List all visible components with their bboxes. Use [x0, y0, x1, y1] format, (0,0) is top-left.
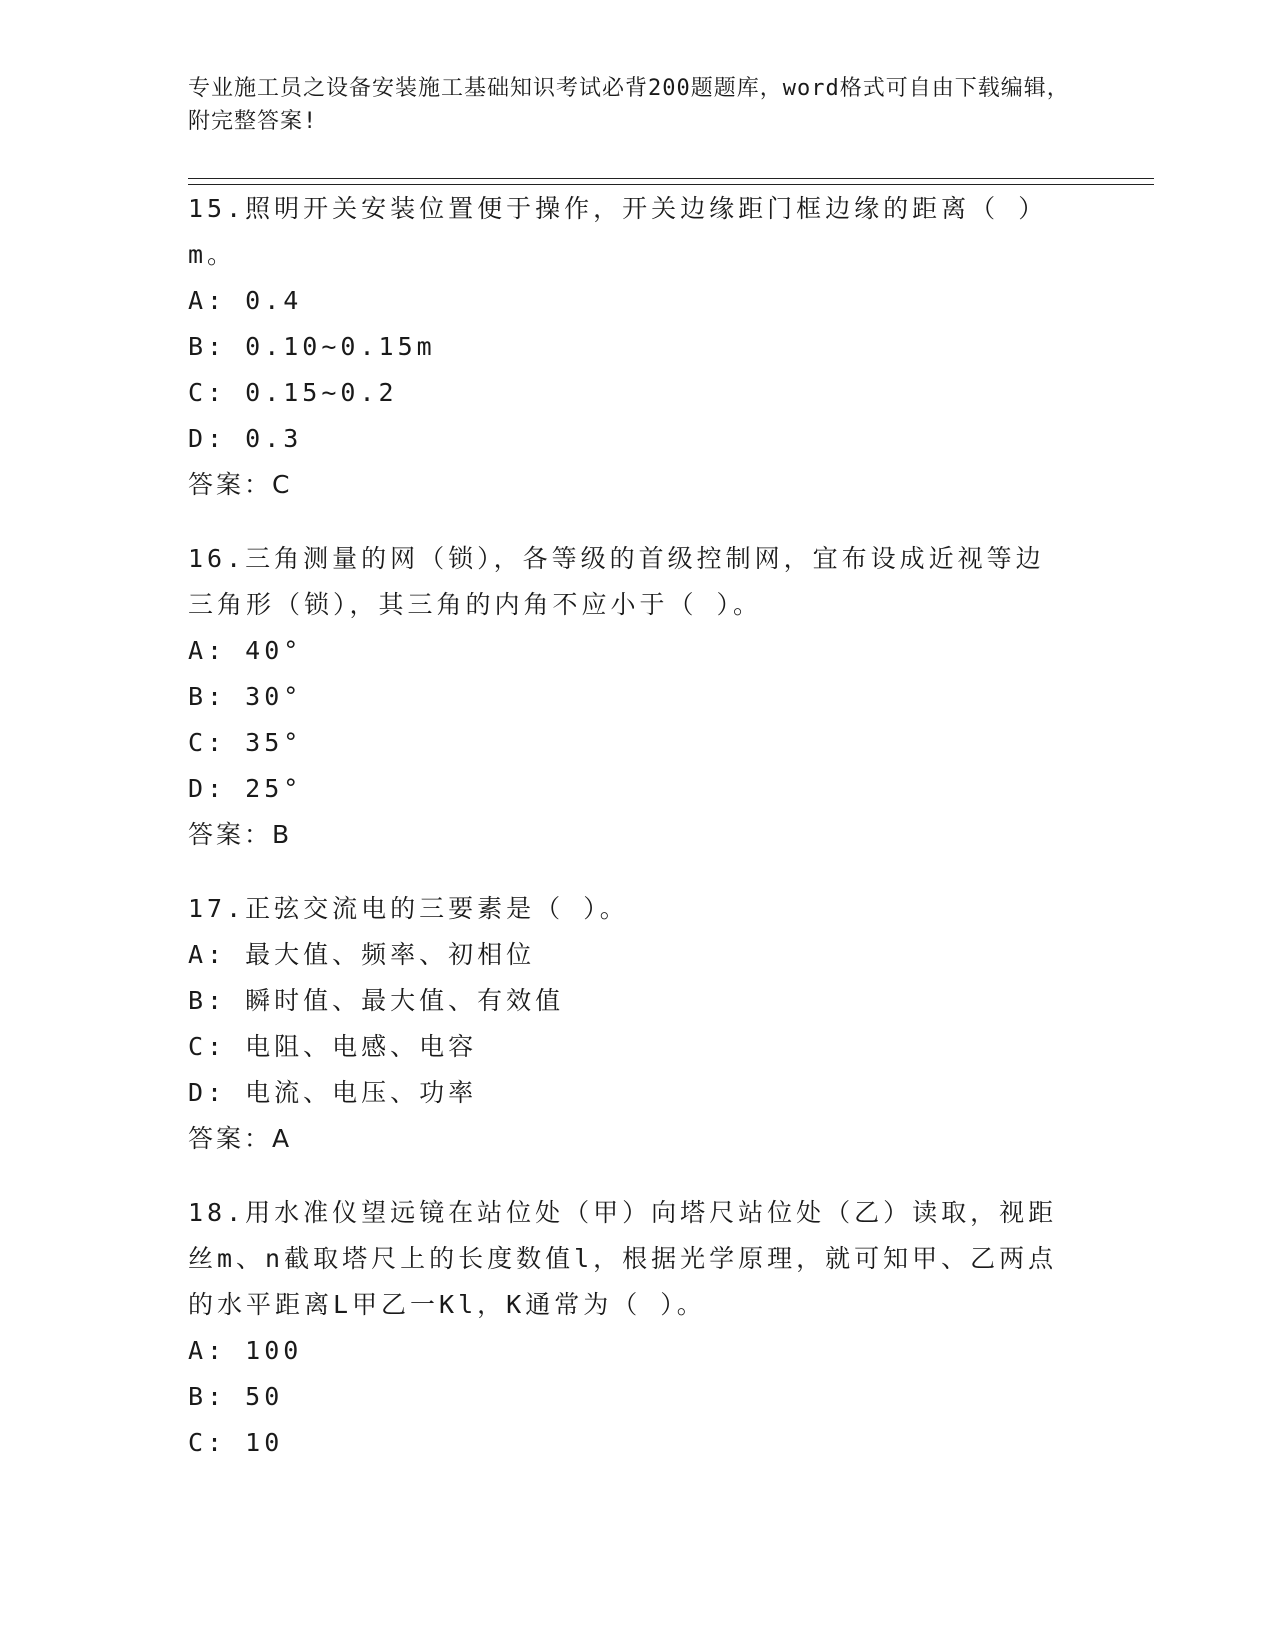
- option-a: A: 最大值、频率、初相位: [188, 940, 536, 969]
- option-b: B: 0.10~0.15m: [188, 332, 436, 361]
- question-list: [188, 186, 1068, 1494]
- option-d: D: 电流、电压、功率: [188, 1078, 478, 1107]
- option-d: D: 0.3: [188, 424, 303, 453]
- option-b: B: 瞬时值、最大值、有效值: [188, 986, 565, 1015]
- option-c: C: 0.15~0.2: [188, 378, 398, 407]
- answer-label: 答案：A: [188, 1124, 293, 1153]
- option-c: C: 10: [188, 1428, 284, 1457]
- option-b: B: 50: [188, 1382, 284, 1411]
- option-a: A: 40°: [188, 636, 303, 665]
- question-16: [188, 536, 1068, 858]
- answer-label: 答案：B: [188, 820, 293, 849]
- question-17: [188, 886, 1068, 1162]
- header-divider-bottom: [188, 184, 1154, 185]
- option-c: C: 35°: [188, 728, 303, 757]
- question-stem: 17.正弦交流电的三要素是（ ）。: [188, 894, 629, 923]
- document-header: 专业施工员之设备安装施工基础知识考试必背200题题库，word格式可自由下载编辑，附完整答案!: [188, 76, 1070, 134]
- question-18: [188, 1190, 1068, 1466]
- option-c: C: 电阻、电感、电容: [188, 1032, 478, 1061]
- option-d: D: 25°: [188, 774, 303, 803]
- question-15: [188, 186, 1068, 508]
- option-a: A: 0.4: [188, 286, 303, 315]
- option-b: B: 30°: [188, 682, 303, 711]
- header-divider-top: [188, 178, 1154, 179]
- question-stem: 16.三角测量的网（锁），各等级的首级控制网，宜布设成近视等边三角形（锁），其三角的内角不应小于（ ）。: [188, 544, 1045, 619]
- question-stem: 15.照明开关安装位置便于操作，开关边缘距门框边缘的距离（ ）m。: [188, 194, 1048, 269]
- question-stem: 18.用水准仪望远镜在站位处（甲）向塔尺站位处（乙）读取，视距丝m、n截取塔尺上的长度数值l，根据光学原理，就可知甲、乙两点的水平距离L甲乙一Kl，K通常为（ ）。: [188, 1198, 1058, 1319]
- answer-label: 答案：C: [188, 470, 293, 499]
- option-a: A: 100: [188, 1336, 303, 1365]
